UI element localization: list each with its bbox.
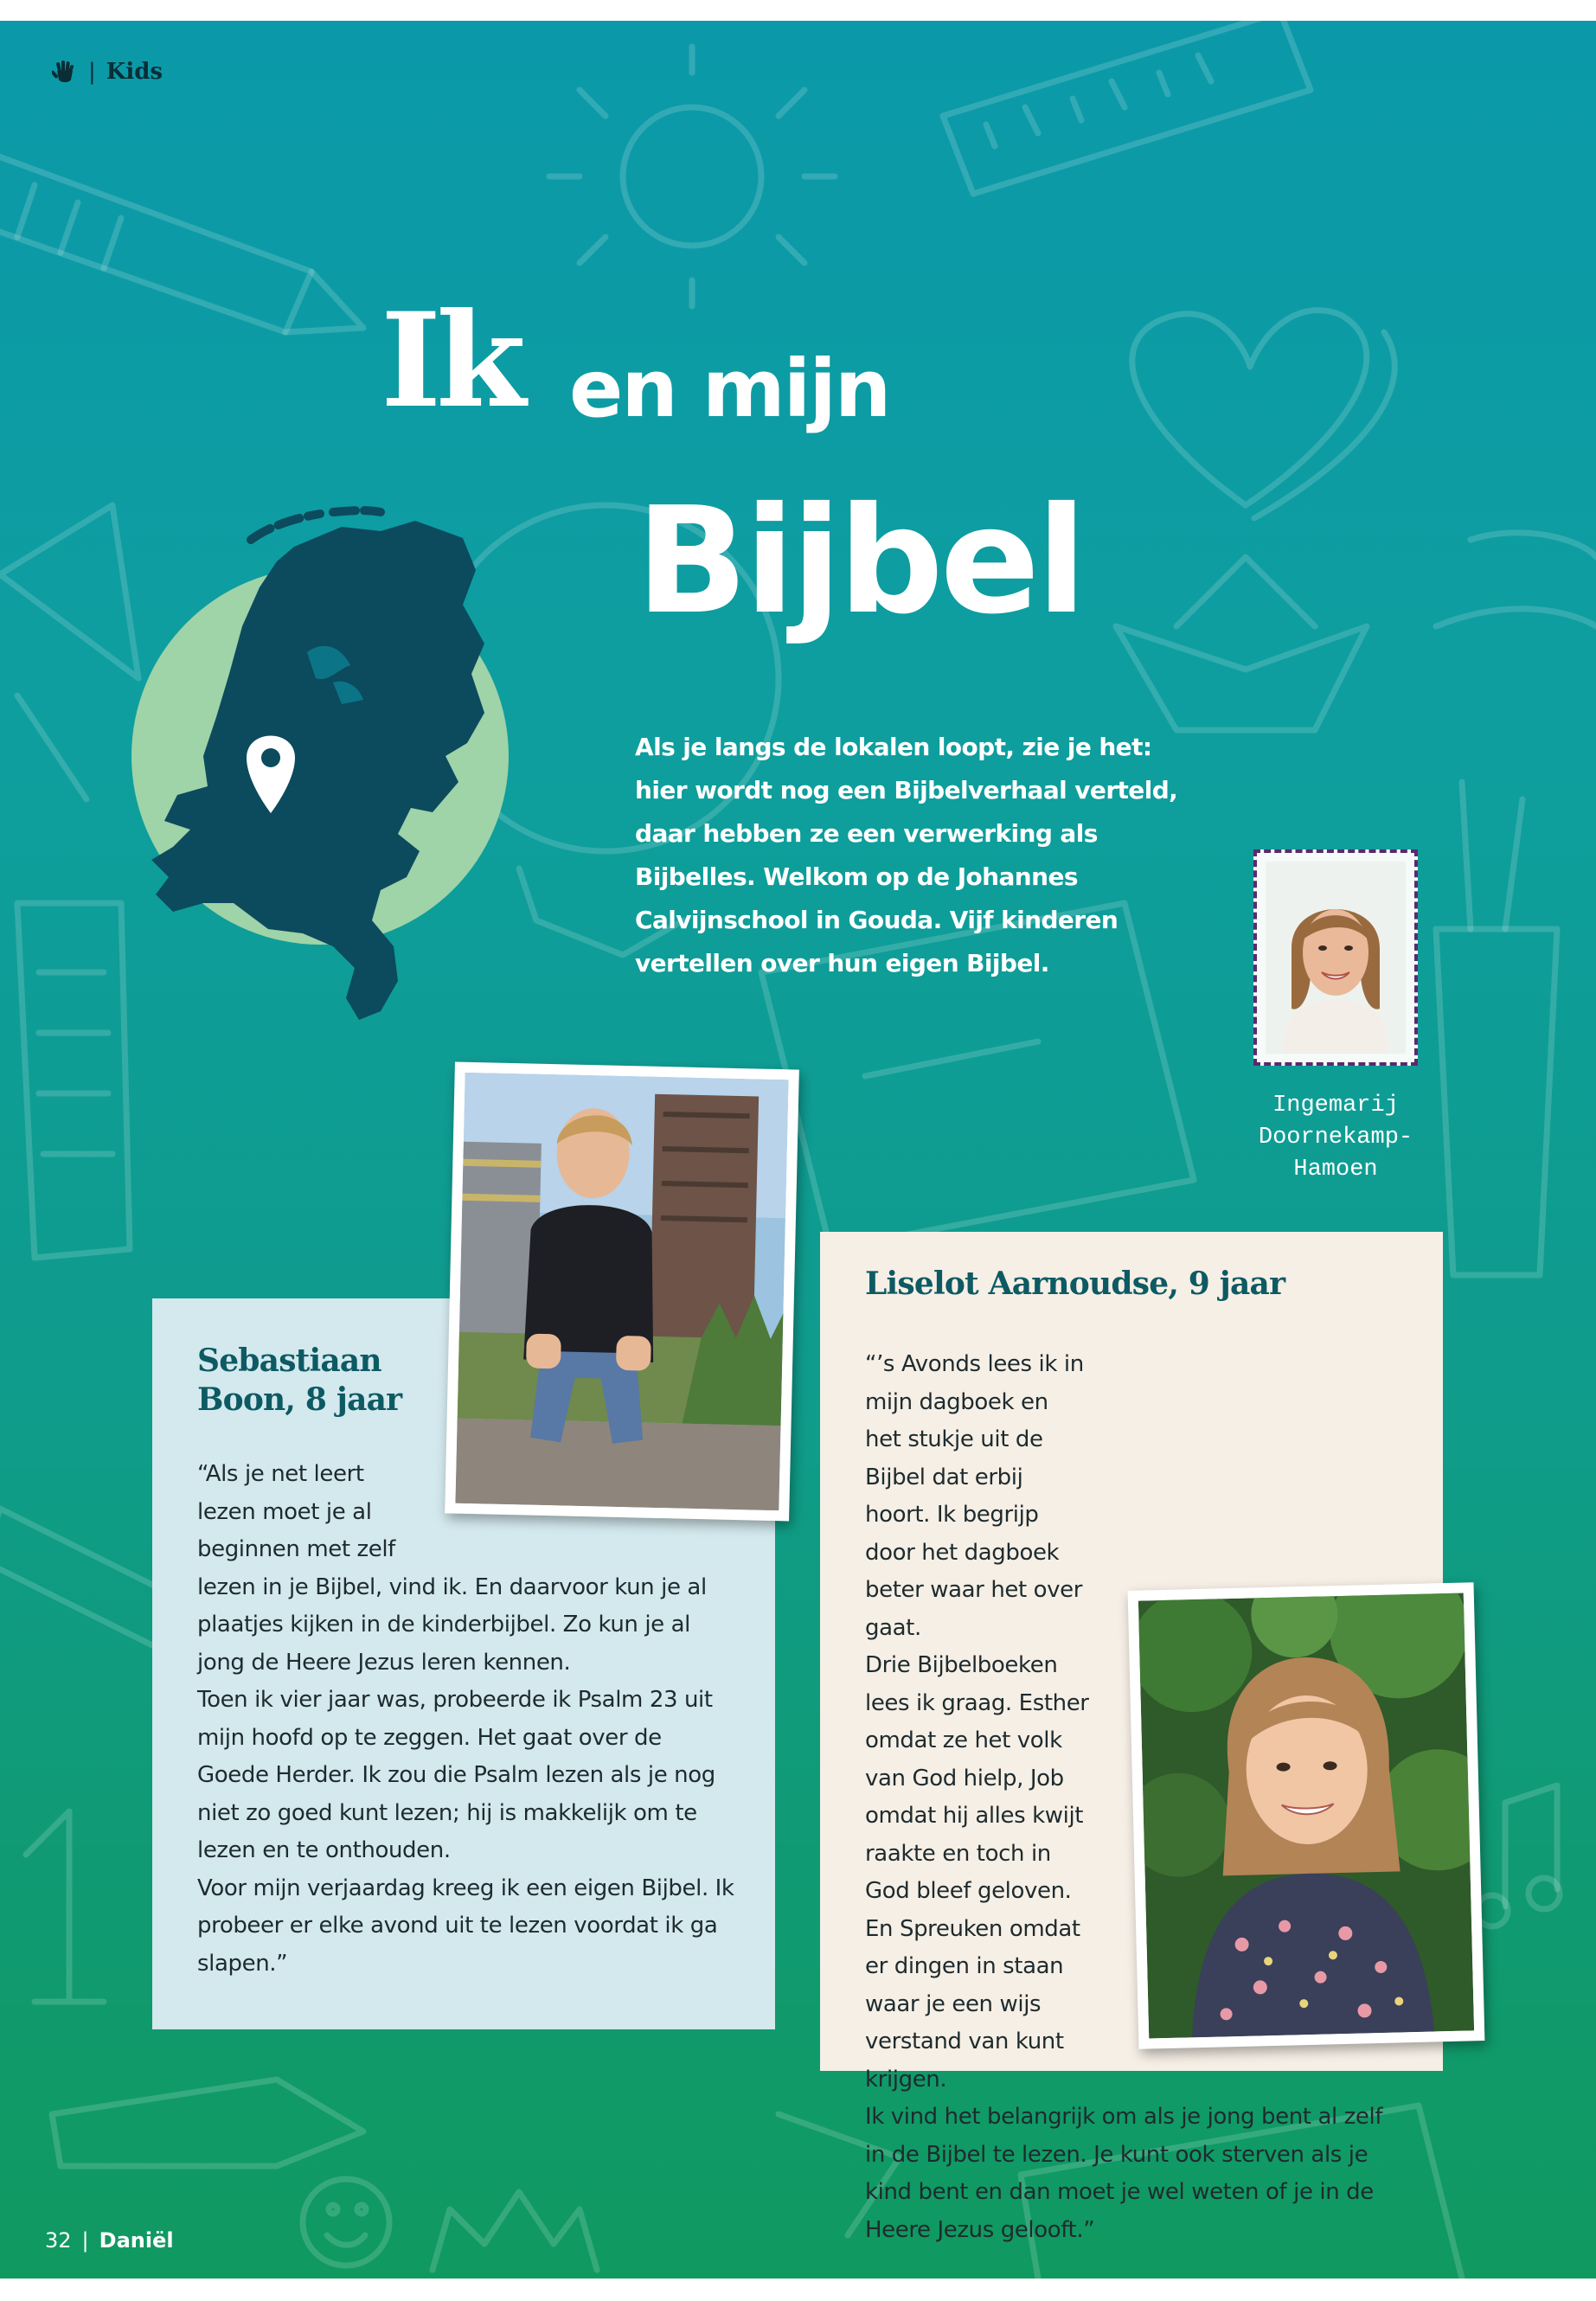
page-footer — [45, 2228, 174, 2253]
title-ik: Ik — [381, 285, 522, 437]
title-bijbel: Bijbel — [636, 476, 1084, 647]
intro-paragraph: Als je langs de lokalen loopt, zie je het: hier wordt nog een Bijbelverhaal verteld, daar hebben ze een verwerking als Bijbelles. Welkom op de Johannes Calvijnschool in Gouda. Vijf kinderen vertellen over hun eigen Bijbel. — [635, 733, 1178, 977]
section-header — [52, 59, 163, 85]
hand-icon — [52, 59, 78, 85]
header-separator: | — [88, 59, 96, 85]
footer-separator: | — [81, 2228, 89, 2253]
author-name: Ingemarij Doornekamp-Hamoen — [1258, 1093, 1413, 1183]
paragraph: Toen ik vier jaar was, probeerde ik Psalm 23 uit mijn hoofd op te zeggen. Het gaat over de Goede Herder. Ik zou die Psalm lezen als je nog niet zo goed kunt lezen; hij is makkelijk om te lezen en te onthouden. — [197, 1687, 715, 1863]
card-name-liselot: Liselot Aarnoudse, 9 jaar — [865, 1266, 1285, 1302]
paragraph: Ik vind het belangrijk om als je jong bent al zelf in de Bijbel te lezen. Je kunt ook sterven als je kind bent en dan moet je wel weten of je in de Heere Jezus gelooft.” — [865, 2104, 1383, 2243]
paragraph: “’s Avonds lees ik in mijn dagboek en het stukje uit de Bijbel dat erbij hoort. Ik begrijp door het dagboek beter waar het over gaat. — [865, 1351, 1084, 1641]
magazine-page — [0, 21, 1596, 2279]
author-photo — [1253, 849, 1418, 1066]
netherlands-map — [121, 497, 571, 1050]
photo-liselot — [1128, 1582, 1485, 2049]
section-label: Kids — [106, 59, 163, 85]
title-en-mijn: en mijn — [569, 343, 890, 435]
paragraph: Voor mijn verjaardag kreeg ik een eigen Bijbel. Ik probeer er elke avond uit te lezen voordat ik ga slapen.” — [197, 1875, 734, 1977]
photo-sebastiaan — [445, 1062, 799, 1522]
card-name-sebastiaan: Sebastiaan Boon, 8 jaar — [197, 1343, 402, 1418]
page-number: 32 — [45, 2228, 72, 2253]
magazine-name: Daniël — [99, 2228, 174, 2253]
card-body-sebastiaan — [197, 1456, 739, 1983]
paragraph: “Als je net leert lezen moet je al beginnen met zelf lezen in je Bijbel, vind ik. En daarvoor kun je al plaatjes kijken in de kinderbijbel. Zo kun je al jong de Heere Jezus leren kennen. — [197, 1461, 707, 1676]
paragraph: Drie Bijbelboeken lees ik graag. Esther omdat ze het volk van God hielp, Job omdat hij alles kwijt raakte en toch in God bleef geloven. En Spreuken omdat er dingen in staan waar je een wijs verstand van kunt krijgen. — [865, 1652, 1089, 2093]
